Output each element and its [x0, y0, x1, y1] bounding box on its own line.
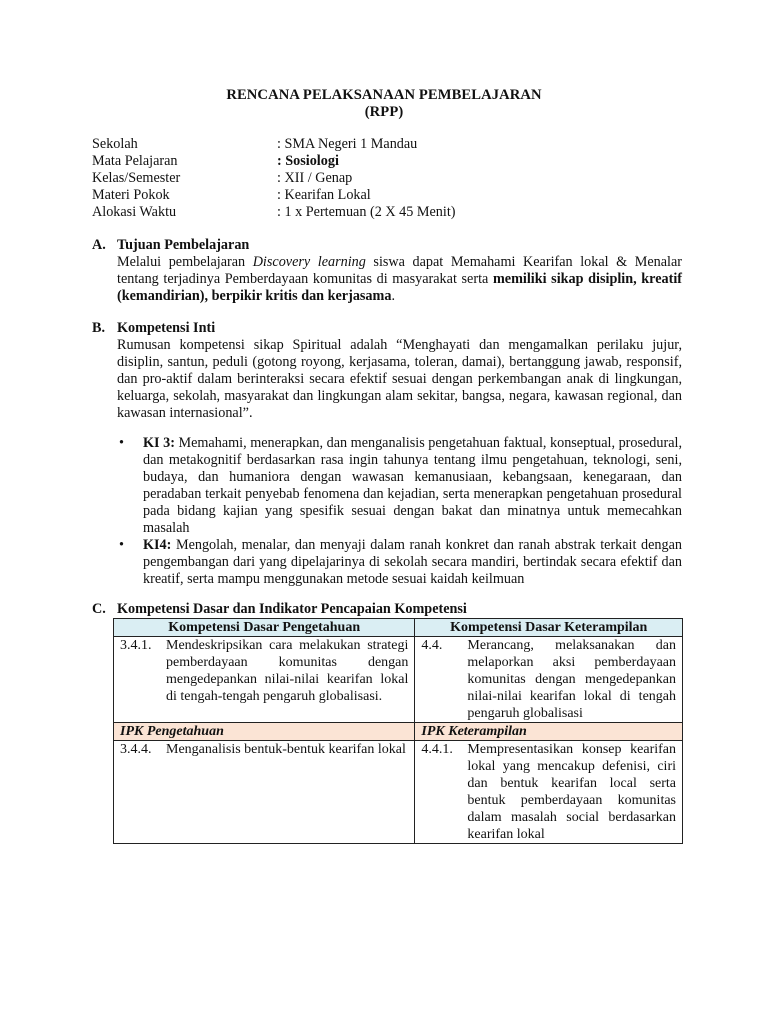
section-title: Tujuan Pembelajaran	[117, 237, 250, 253]
section-a-heading	[92, 237, 682, 254]
section-b	[92, 320, 682, 422]
title-line-1: RENCANA PELAKSANAAN PEMBELAJARAN	[226, 87, 542, 103]
ipk-pengetahuan-cell	[114, 741, 415, 844]
kd-keterampilan-cell	[415, 637, 683, 723]
ki-spiritual-paragraph: Rumusan kompetensi sikap Spiritual adalah “Menghayati dan mengamalkan perilaku jujur, disiplin, santun, peduli (gotong royong, kerjasama, toleran, damai), bertanggung jawab, responsif, dan pro-aktif dalam berinteraksi secara efektif sesuai dengan perkembangan anak di lingkungan, keluarga, sekolah, masyarakat dan lingkungan alam sekitar, bangsa, negara, kawasan regional, dan kawasan internasional”.	[117, 337, 682, 421]
section-number: C.	[92, 601, 106, 617]
section-b-body	[117, 337, 682, 422]
section-a-body	[117, 254, 682, 305]
ipk-keterampilan-cell	[415, 741, 683, 844]
identity-label: Kelas/Semester	[92, 170, 181, 186]
document-title	[0, 87, 768, 121]
identity-label: Mata Pelajaran	[92, 153, 178, 169]
header-kd-keterampilan: Kompetensi Dasar Keterampilan	[415, 619, 683, 637]
section-title: Kompetensi Dasar dan Indikator Pencapaian Kompetensi	[117, 601, 467, 617]
competency-table	[113, 618, 683, 844]
ki3-text: Memahami, menerapkan, dan menganalisis pengetahuan faktual, konseptual, prosedural, dan metakognitif berdasarkan rasa ingin tahunya tentang ilmu pengetahuan, teknologi, seni, budaya, dan humaniora dengan wawasan kemanusiaan, kebangsaan, kenegaraan, dan peradaban terkait penyebab fenomena dan kejadian, serta menerapkan pengetahuan prosedural pada bidang kajian yang spesifik sesuai dengan bakat dan minatnya untuk memecahkan masalah	[143, 435, 683, 536]
italic-span: Discovery learning	[252, 254, 366, 270]
kd-pengetahuan-cell	[114, 637, 415, 723]
bold-span: memiliki sikap disiplin, kreatif (kemandirian), berpikir kritis dan kerjasama	[117, 271, 682, 304]
text-span: siswa dapat Memahami Kearifan lokal & Menalar tentang terjadinya Pemberdayaan komunitas di masyarakat serta	[117, 254, 683, 287]
header-kd-pengetahuan: Kompetensi Dasar Pengetahuan	[114, 619, 415, 637]
ki-list-block	[92, 435, 682, 588]
section-c	[92, 601, 682, 618]
ipk-header-row	[114, 723, 683, 741]
ipk-text: Menganalisis bentuk-bentuk kearifan lokal	[166, 742, 406, 757]
ipk-code: 3.4.4.	[120, 742, 152, 757]
ipk-code: 4.4.1.	[421, 742, 453, 757]
kd-code: 4.4.	[421, 638, 443, 653]
identity-value: : Kearifan Lokal	[277, 187, 371, 203]
bullet-icon: •	[119, 435, 124, 451]
identity-value: : 1 x Pertemuan (2 X 45 Menit)	[277, 204, 456, 220]
kd-code: 3.4.1.	[120, 638, 152, 653]
list-item-ki3	[117, 435, 682, 537]
section-title: Kompetensi Inti	[117, 320, 216, 336]
identity-value: : SMA Negeri 1 Mandau	[277, 136, 418, 152]
section-number: B.	[92, 320, 106, 336]
ki-list	[117, 435, 682, 588]
text-span: Melalui pembelajaran	[117, 254, 253, 270]
identity-label: Sekolah	[92, 136, 138, 152]
section-b-heading	[92, 320, 682, 337]
kd-text: Mendeskripsikan cara melakukan strategi pemberdayaan komunitas dengan mengedepankan nilai-nilai kearifan lokal di tengah-tengah pengaruh globalisasi.	[166, 638, 409, 704]
identity-label: Alokasi Waktu	[92, 204, 177, 220]
ki3-label: KI 3:	[143, 435, 175, 451]
table-header-row	[114, 619, 683, 637]
section-number: A.	[92, 237, 106, 253]
identity-block	[92, 136, 692, 221]
table-row	[114, 741, 683, 844]
ipk-text: Mempresentasikan konsep kearifan lokal yang mencakup defenisi, ciri dan bentuk kearifan local serta bentuk pemberdayaan komunitas dalam masalah social berdasarkan kearifan lokal	[467, 742, 676, 842]
identity-row	[92, 170, 692, 187]
identity-label: Materi Pokok	[92, 187, 170, 203]
list-item-ki4	[117, 537, 682, 588]
ki4-label: KI4:	[143, 537, 172, 553]
kd-text: Merancang, melaksanakan dan melaporkan aksi pemberdayaan komunitas dengan mengedepankan nilai-nilai kearifan lokal di tengah pengaruh globalisasi	[467, 638, 676, 721]
bullet-icon: •	[119, 537, 124, 553]
text-span: .	[391, 288, 395, 304]
identity-row	[92, 204, 692, 221]
ipk-pengetahuan-header: IPK Pengetahuan	[114, 723, 415, 741]
identity-row	[92, 153, 692, 170]
identity-row	[92, 187, 692, 204]
title-line-2: (RPP)	[364, 104, 404, 120]
identity-value: : Sosiologi	[277, 153, 339, 169]
table-row	[114, 637, 683, 723]
identity-value: : XII / Genap	[277, 170, 353, 186]
ki4-text: Mengolah, menalar, dan menyaji dalam ranah konkret dan ranah abstrak terkait dengan pengembangan dari yang dipelajarinya di sekolah secara mandiri, bertindak secara efektif dan kreatif, serta mampu menggunakan metode sesuai kaidah keilmuan	[143, 537, 682, 587]
section-c-heading	[92, 601, 682, 618]
ipk-keterampilan-header: IPK Keterampilan	[415, 723, 683, 741]
identity-row	[92, 136, 692, 153]
section-a	[92, 237, 682, 305]
